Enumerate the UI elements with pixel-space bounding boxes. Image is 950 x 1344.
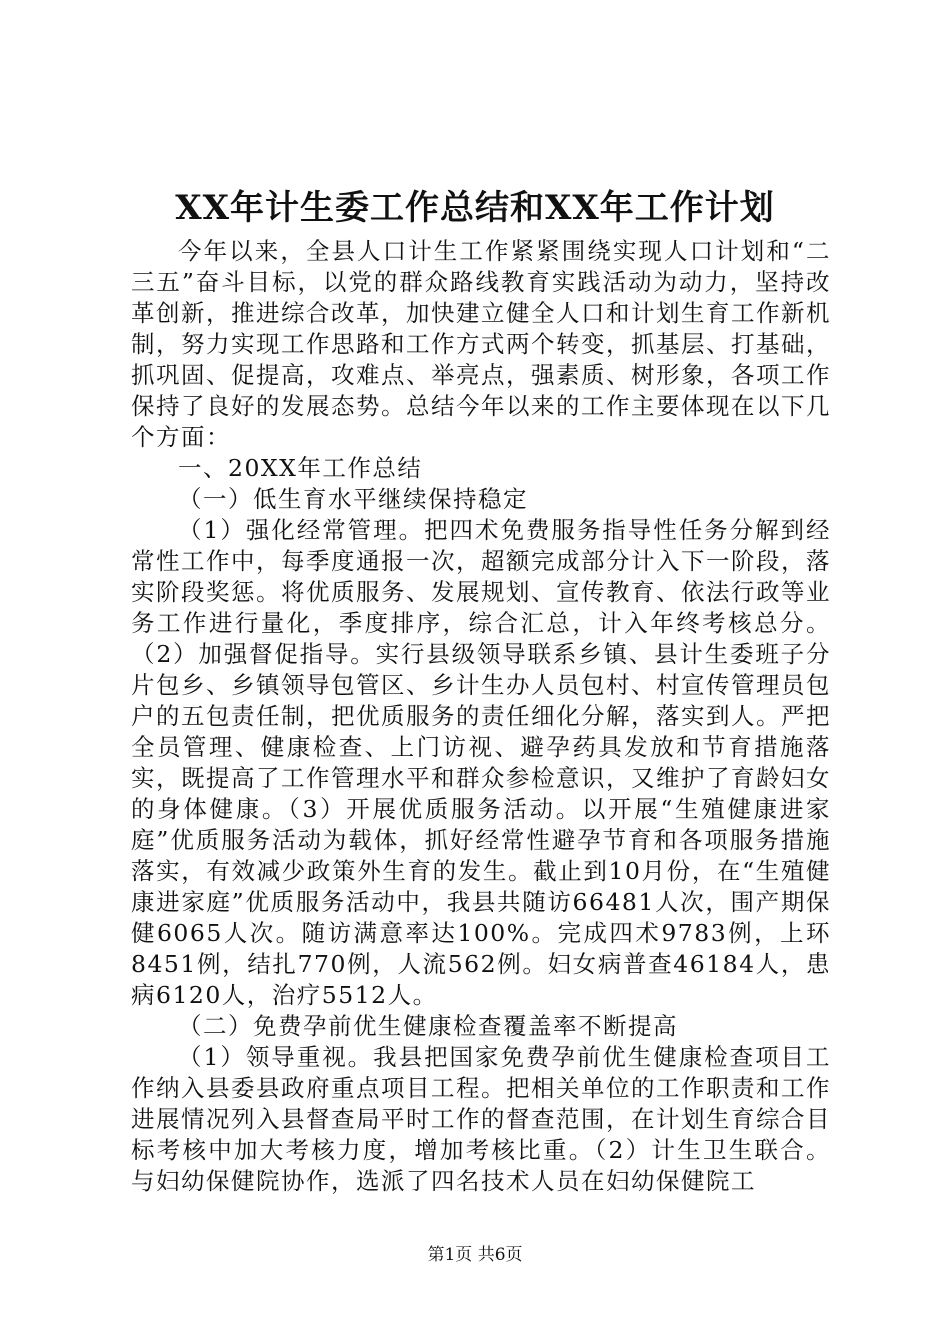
section-heading-1: 一、20XX年工作总结 xyxy=(178,454,423,482)
body-paragraph: （1）强化经常管理。把四术免费服务指导性任务分解到经常性工作中，每季度通报一次，超额完成部分计入下一阶段，落实阶段奖惩。将优质服务、发展规划、宣传教育、依法行政等业务工作进行量化，季度排序，综合汇总，计入年终考核总分。（2）加强督促指导。实行县级领导联系乡镇、县计生委班子分片包乡、乡镇领导包管区、乡计生办人员包村、村宣传管理员包户的五包责任制，把优质服务的责任细化分解，落实到人。严把全员管理、健康检查、上门访视、避孕药具发放和节育措施落实，既提高了工作管理水平和群众参检意识，又维护了育龄妇女的身体健康。（3）开展优质服务活动。以开展“生殖健康进家庭”优质服务活动为载体，抓好经常性避孕节育和各项服务措施落实，有效减少政策外生育的发生。截止到10月份，在“生殖健康进家庭”优质服务活动中，我县共随访66481人次，围产期保健6065人次。随访满意率达100%。完成四术9783例，上环8451例，结扎770例，人流562例。妇女病普查46184人，患病6120人，治疗5512人。 xyxy=(131,516,831,1009)
document-title: XX年计生委工作总结和XX年工作计划 xyxy=(175,188,775,228)
document-body xyxy=(131,236,831,1197)
body-paragraph: （1）领导重视。我县把国家免费孕前优生健康检查项目工作纳入县委县政府重点项目工程。把相关单位的工作职责和工作进展情况列入县督查局平时工作的督查范围，在计划生育综合目标考核中加大考核力度，增加考核比重。（2）计生卫生联合。与妇幼保健院协作，选派了四名技术人员在妇幼保健院工 xyxy=(131,1043,831,1195)
subsection-heading-2: （二）免费孕前优生健康检查覆盖率不断提高 xyxy=(178,1012,678,1040)
intro-paragraph: 今年以来，全县人口计生工作紧紧围绕实现人口计划和“二三五”奋斗目标，以党的群众路线教育实践活动为动力，坚持改革创新，推进综合改革，加快建立健全人口和计划生育工作新机制，努力实现工作思路和工作方式两个转变，抓基层、打基础，抓巩固、促提高，攻难点、举亮点，强素质、树形象，各项工作保持了良好的发展态势。总结今年以来的工作主要体现在以下几个方面： xyxy=(131,237,831,451)
page-number-footer: 第1页 共6页 xyxy=(427,1245,523,1265)
subsection-heading-1: （一）低生育水平继续保持稳定 xyxy=(178,485,528,513)
